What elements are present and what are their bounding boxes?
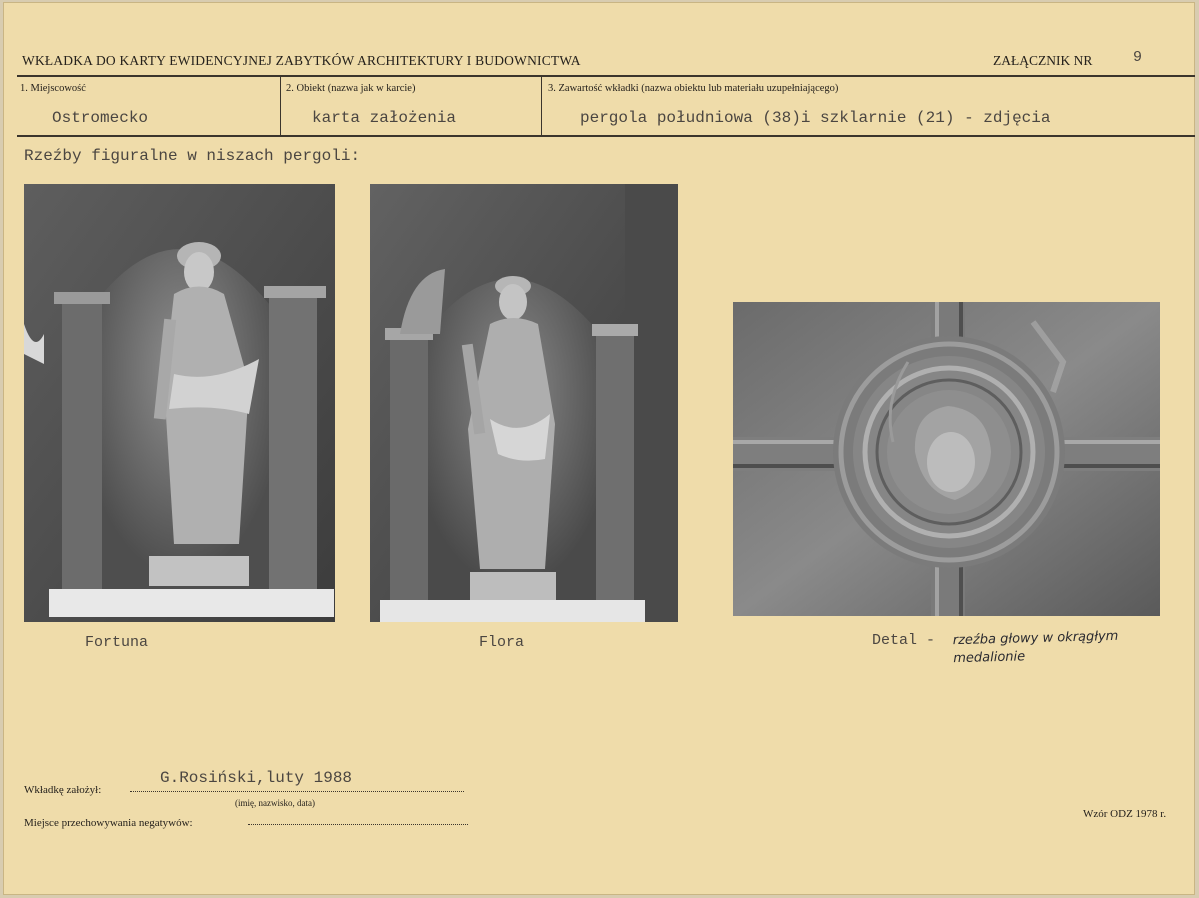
- author-hint: (imię, nazwisko, data): [235, 798, 315, 808]
- locality-label: 1. Miejscowość: [20, 83, 86, 94]
- annex-label: ZAŁĄCZNIK NR: [993, 53, 1093, 68]
- content-value: pergola południowa (38)i szklarnie (21) - zdjęcia: [580, 109, 1051, 127]
- form-title: WKŁADKA DO KARTY EWIDENCYJNEJ ZABYTKÓW ARCHITEKTURY I BUDOWNICTWA: [22, 53, 581, 68]
- object-value: karta założenia: [312, 109, 457, 127]
- content-label: 3. Zawartość wkładki (nazwa obiektu lub materiału uzupełniającego): [548, 83, 839, 94]
- field-divider-1: [280, 77, 281, 135]
- handwritten-line-2: medalionie: [953, 648, 1026, 666]
- handwritten-line-1: rzeźba głowy w okrągłym: [952, 628, 1119, 649]
- medallion-detail-image: [733, 302, 1160, 616]
- author-dotted-line: [130, 791, 464, 792]
- caption-fortuna: Fortuna: [85, 634, 149, 651]
- negatives-dotted-line: [248, 824, 468, 825]
- object-label: 2. Obiekt (nazwa jak w karcie): [286, 83, 416, 94]
- header-rule-bottom: [17, 135, 1195, 137]
- photo-detail-medallion: [733, 302, 1160, 616]
- section-note: Rzeźby figuralne w niszach pergoli:: [24, 147, 361, 165]
- locality-value: Ostromecko: [52, 109, 149, 127]
- annex-number: 9: [1133, 49, 1143, 66]
- caption-detail: Detal -: [872, 632, 936, 649]
- header-rule-top: [17, 75, 1195, 77]
- fortuna-statue-image: [24, 184, 335, 622]
- caption-flora: Flora: [479, 634, 525, 651]
- field-divider-2: [541, 77, 542, 135]
- handwritten-description: [953, 628, 1120, 667]
- author-label: Wkładkę założył:: [24, 784, 102, 796]
- record-card: [3, 2, 1195, 895]
- form-model: Wzór ODZ 1978 r.: [1083, 808, 1167, 820]
- author-value: G.Rosiński,luty 1988: [160, 769, 353, 787]
- negatives-label: Miejsce przechowywania negatywów:: [24, 817, 193, 829]
- photo-flora: [370, 184, 678, 622]
- flora-statue-image: [370, 184, 678, 622]
- photo-fortuna: [24, 184, 335, 622]
